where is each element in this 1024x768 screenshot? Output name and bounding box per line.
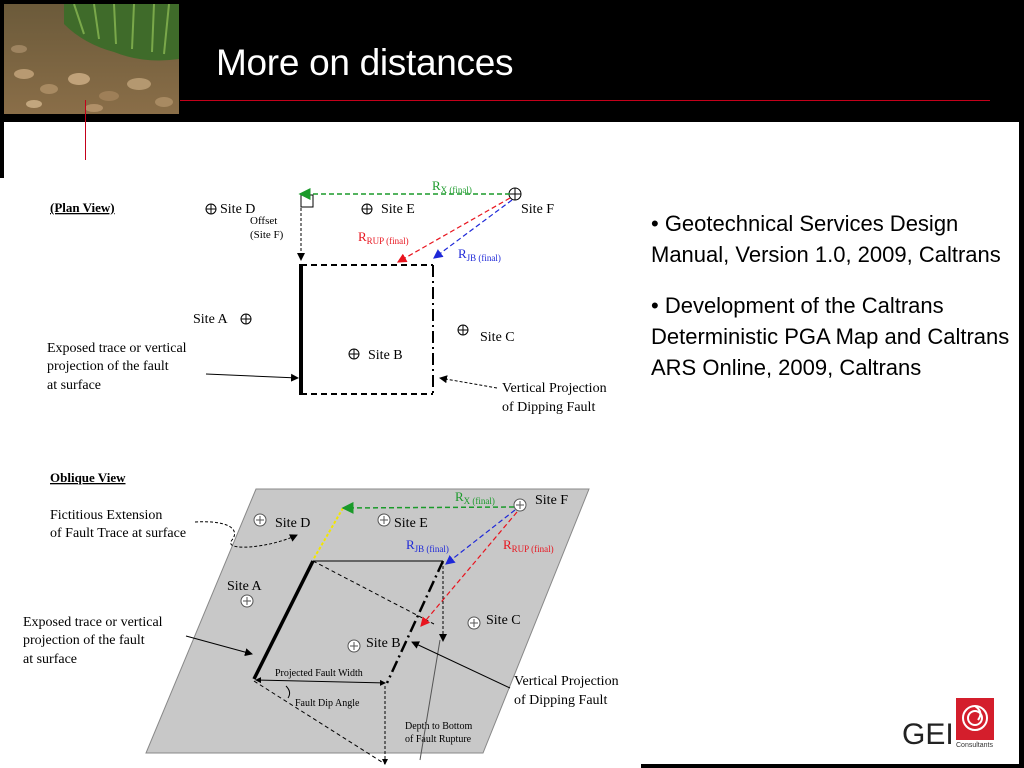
title-underline (180, 100, 990, 101)
bullet-list (651, 208, 1015, 403)
oblique-site-d-label: Site D (275, 516, 311, 531)
plan-site-c-marker (458, 325, 468, 335)
oblique-site-e-label: Site E (394, 516, 428, 531)
oblique-rjb-label: $R_{JB (final)}$ (406, 537, 449, 554)
oblique-projected-width-label: Projected Fault Width (275, 668, 363, 679)
plan-offset-label-2: (Site F) (250, 229, 284, 241)
slide-header (0, 0, 1024, 122)
plan-site-f-label: Site F (521, 202, 555, 217)
oblique-view-heading: Oblique View (50, 470, 126, 485)
oblique-site-a-marker (241, 595, 253, 607)
bullet-item-2: • Development of the Caltrans Deterministic PGA Map and Caltrans ARS Online, 2009, Caltrans (651, 293, 1010, 380)
plan-view (47, 178, 607, 415)
plan-site-e-marker (362, 204, 372, 214)
oblique-site-e-marker (378, 514, 390, 526)
oblique-exposed-label-2: projection of the fault (23, 633, 145, 648)
oblique-fict-label-2: of Fault Trace at surface (50, 526, 187, 541)
plan-vertproj-label-2: of Dipping Fault (502, 400, 596, 415)
plan-right-angle-mark (301, 195, 313, 207)
oblique-site-c-marker (468, 617, 480, 629)
plan-site-a-label: Site A (193, 312, 228, 327)
slide-title: More on distances (216, 42, 514, 83)
oblique-site-d-marker (254, 514, 266, 526)
oblique-site-f-marker (514, 499, 526, 511)
oblique-ground-plane (146, 489, 589, 753)
bottom-edge-bar (641, 764, 1024, 768)
header-photo (4, 4, 179, 114)
oblique-exposed-label-1: Exposed trace or vertical (23, 615, 163, 630)
plan-view-heading: (Plan View) (50, 200, 115, 215)
gei-logo-text: GEI (902, 718, 954, 751)
plan-rx-label: $R_{X (final)}$ (432, 178, 472, 195)
plan-site-b-label: Site B (368, 348, 403, 363)
plan-site-d-marker (206, 204, 216, 214)
oblique-site-b-marker (348, 640, 360, 652)
plan-site-b-marker (349, 349, 359, 359)
oblique-site-f-label: Site F (535, 493, 569, 508)
plan-site-d-label: Site D (220, 202, 256, 217)
plan-exposed-label-1: Exposed trace or vertical (47, 341, 187, 356)
plan-site-e-label: Site E (381, 202, 415, 217)
oblique-rrup-label: $R_{RUP (final)}$ (503, 537, 554, 554)
oblique-fict-label-1: Fictitious Extension (50, 508, 163, 523)
oblique-rx-label: $R_{X (final)}$ (455, 489, 495, 506)
plan-exposed-label-3: at surface (47, 378, 102, 393)
oblique-depth-label-2: of Fault Rupture (405, 734, 472, 745)
plan-site-a-marker (241, 314, 251, 324)
plan-rrup-label: $R_{RUP (final)}$ (358, 229, 409, 246)
plan-site-c-label: Site C (480, 330, 515, 345)
right-edge-bar (1019, 122, 1024, 768)
oblique-depth-label-1: Depth to Bottom (405, 721, 473, 732)
plan-exposed-label-2: projection of the fault (47, 359, 169, 374)
bullet-item-1: • Geotechnical Services Design Manual, Version 1.0, 2009, Caltrans (651, 211, 1001, 267)
gei-logo-mark (956, 698, 994, 740)
oblique-view (23, 470, 619, 764)
plan-rjb-arrow (434, 200, 512, 258)
plan-site-f-marker (509, 188, 521, 200)
oblique-dip-angle-label: Fault Dip Angle (295, 698, 360, 709)
oblique-vertproj-label-2: of Dipping Fault (514, 693, 608, 708)
plan-vertproj-pointer (440, 378, 497, 388)
gei-logo-tagline: Consultants (956, 742, 993, 749)
plan-offset-label-1: Offset (250, 215, 278, 227)
plan-rjb-label: $R_{JB (final)}$ (458, 246, 501, 263)
oblique-site-b-label: Site B (366, 636, 401, 651)
plan-vertproj-label-1: Vertical Projection (502, 381, 607, 396)
oblique-site-c-label: Site C (486, 613, 521, 628)
oblique-vertproj-label-1: Vertical Projection (514, 674, 619, 689)
plan-exposed-pointer (206, 374, 298, 378)
gei-logo (900, 696, 1000, 754)
oblique-site-a-label: Site A (227, 579, 262, 594)
fault-distance-diagram (0, 122, 645, 768)
oblique-exposed-label-3: at surface (23, 652, 78, 667)
